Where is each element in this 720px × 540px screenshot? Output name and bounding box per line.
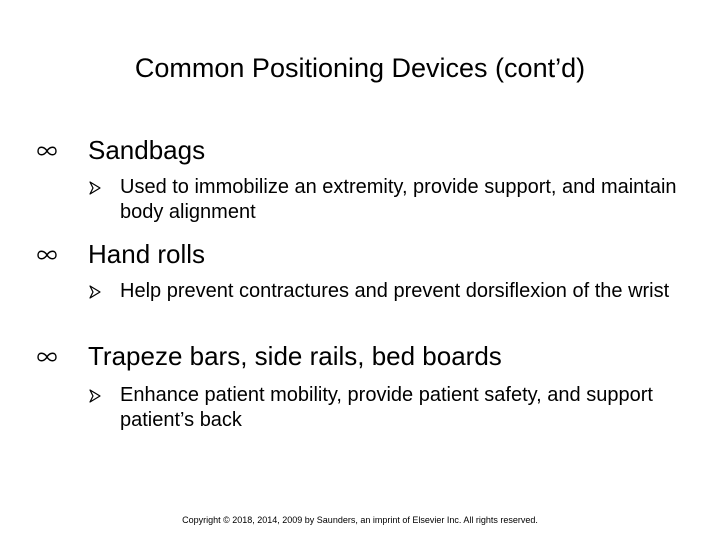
- bullet-label: Trapeze bars, side rails, bed boards: [88, 341, 502, 371]
- sub-bullet-text: Help prevent contractures and prevent dorsiflexion of the wrist: [120, 280, 670, 302]
- infinity-icon: [36, 144, 58, 158]
- arrowhead-icon: [89, 389, 101, 403]
- infinity-icon: [36, 248, 58, 262]
- sub-bullet-text: Used to immobilize an extremity, provide support, and maintain body alignment: [120, 176, 677, 223]
- arrowhead-icon: [89, 285, 101, 299]
- copyright-footer: Copyright © 2018, 2014, 2009 by Saunders, an imprint of Elsevier Inc. All rights reserved.: [182, 515, 538, 525]
- bullet-label: Sandbags: [88, 135, 206, 165]
- infinity-icon: [36, 350, 58, 364]
- sub-bullet-text: Enhance patient mobility, provide patient safety, and support patient’s back: [120, 384, 653, 431]
- arrowhead-icon: [89, 181, 101, 195]
- bullet-label: Hand rolls: [88, 239, 206, 269]
- slide-title: Common Positioning Devices (cont’d): [134, 53, 586, 83]
